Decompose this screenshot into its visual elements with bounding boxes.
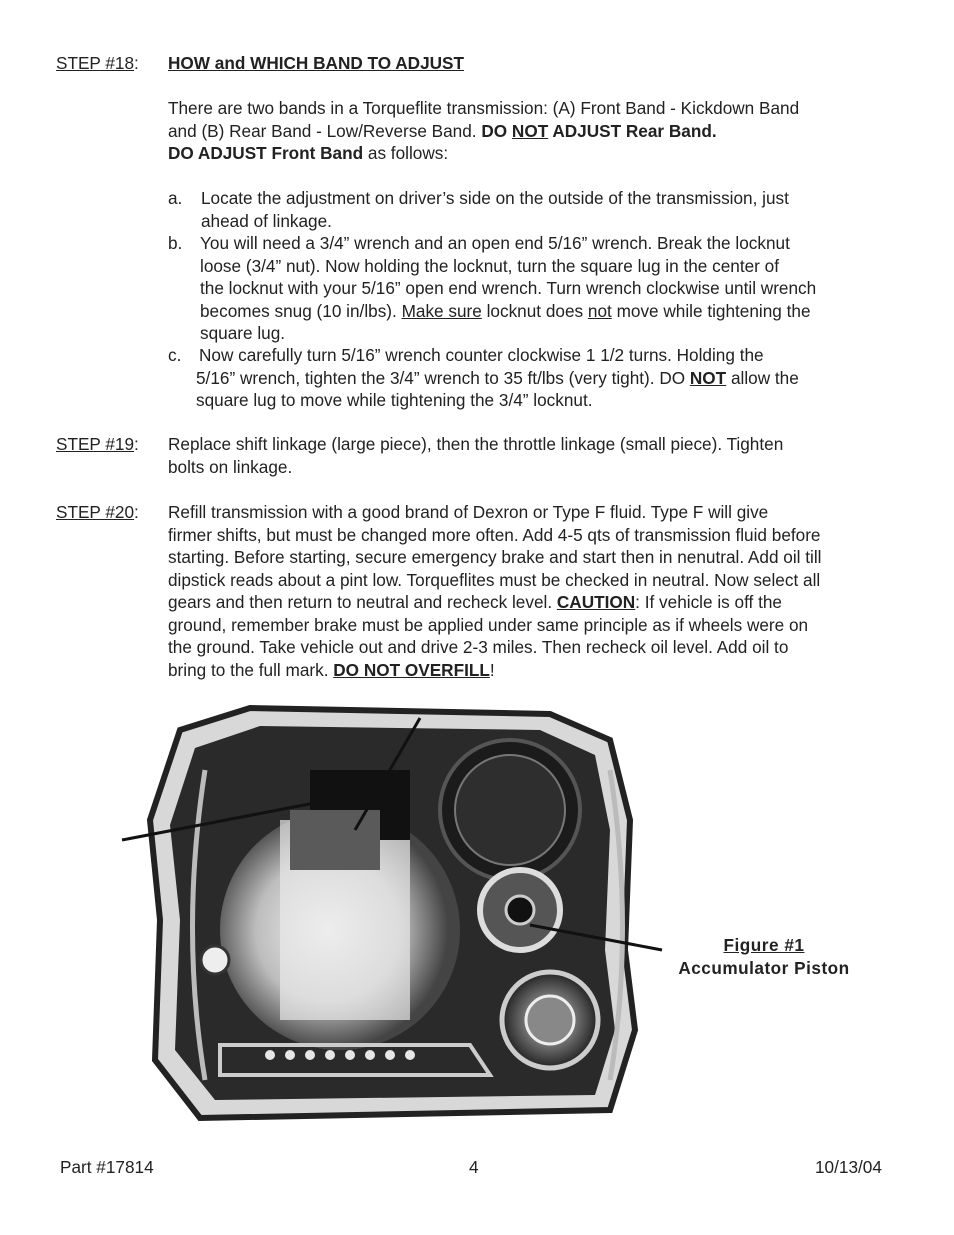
step-20-line-5a: gears and then return to neutral and recheck level.	[168, 592, 557, 612]
item-b-line-5: square lug.	[200, 323, 286, 343]
intro-line-2d: ADJUST Rear Band.	[548, 120, 717, 141]
step-20-colon: :	[134, 502, 139, 522]
step-20-line-2: firmer shifts, but must be changed more often. Add 4-5 qts of transmission fluid before	[168, 524, 821, 545]
item-b-line-4a: becomes snug (10 in/lbs).	[200, 300, 402, 321]
item-c-line-3: square lug to move while tightening the 3/4” locknut.	[196, 390, 593, 410]
figure-caption	[660, 934, 868, 979]
intro-line-2b: DO	[481, 120, 512, 141]
figure-caption-title: Figure #1	[723, 935, 805, 955]
item-a-line-2: ahead of linkage.	[201, 210, 332, 231]
footer-part-number: Part #17814	[60, 1157, 154, 1177]
intro-line-1: There are two bands in a Torqueflite transmission: (A) Front Band - Kickdown Band	[168, 98, 800, 118]
step-20-line-5	[168, 591, 908, 614]
item-b-line-4d: not	[587, 300, 612, 321]
footer-date: 10/13/04	[815, 1157, 882, 1177]
item-b-line-4c: locknut does	[481, 300, 588, 321]
step-20-label	[56, 501, 139, 524]
intro-line-3b: as follows:	[363, 143, 449, 163]
intro-line-2	[168, 120, 908, 143]
item-b-line-4	[200, 300, 940, 323]
item-c-line-2b: NOT	[689, 367, 727, 388]
step-19-colon: :	[134, 434, 139, 454]
intro-line-2c: NOT	[511, 120, 549, 141]
step-18-colon: :	[134, 53, 139, 73]
item-c-line-2a: 5/16” wrench, tighten the 3/4” wrench to 35 ft/lbs (very tight). DO	[196, 367, 690, 388]
item-c-text	[196, 344, 936, 412]
step-19-line-2: bolts on linkage.	[168, 456, 293, 477]
transmission-photo	[110, 700, 670, 1130]
figure-caption-subtitle: Accumulator Piston	[678, 957, 850, 978]
step-20-line-8a: bring to the full mark.	[168, 659, 334, 680]
step-20-line-6: ground, remember brake must be applied under same principle as if wheels were on	[168, 614, 809, 635]
step-19-label	[56, 433, 139, 456]
item-b-line-2: loose (3/4” nut). Now holding the locknut, turn the square lug in the center of	[200, 255, 779, 276]
item-c-line-2	[196, 367, 936, 390]
step-20-line-8b: DO NOT OVERFILL	[333, 659, 490, 680]
step-19-line-1: Replace shift linkage (large piece), then the throttle linkage (small piece). Tighten	[168, 434, 784, 454]
item-a-marker: a.	[168, 188, 183, 208]
intro-line-2a: and (B) Rear Band - Low/Reverse Band.	[168, 120, 482, 141]
item-b-line-3: the locknut with your 5/16” open end wrench. Turn wrench clockwise until wrench	[200, 278, 817, 298]
footer-page-number: 4	[469, 1157, 479, 1177]
item-a-line-1: Locate the adjustment on driver’s side on the outside of the transmission, just	[201, 188, 789, 208]
step-20-line-8	[168, 659, 908, 682]
item-b-line-4b: Make sure	[401, 300, 482, 321]
step-20-label-text: STEP #20	[56, 502, 135, 522]
step-20-line-7: the ground. Take vehicle out and drive 2-3 miles. Then recheck oil level. Add oil to	[168, 637, 789, 657]
step-20-line-5b: CAUTION	[556, 592, 636, 612]
item-c-marker: c.	[168, 345, 182, 365]
step-19-text	[168, 433, 908, 478]
step-18-intro	[168, 97, 908, 165]
step-18-label	[56, 52, 139, 75]
step-18-label-text: STEP #18	[56, 53, 135, 73]
step-20-line-8c: !	[489, 659, 495, 680]
item-c-line-2c: allow the	[726, 367, 799, 388]
item-b-marker: b.	[168, 233, 183, 253]
item-a-text	[201, 187, 941, 232]
step-20-line-5c: : If vehicle is off the	[635, 592, 782, 612]
item-b-line-4e: move while tightening the	[611, 300, 811, 321]
intro-line-3a: DO ADJUST Front Band	[168, 143, 364, 163]
step-20-text	[168, 501, 908, 681]
intro-line-3	[168, 142, 908, 165]
step-19-label-text: STEP #19	[56, 434, 135, 454]
step-20-line-3: starting. Before starting, secure emergency brake and start then in nenutral. Add oil till	[168, 547, 822, 567]
item-c-line-1: Now carefully turn 5/16” wrench counter clockwise 1 1/2 turns. Holding the	[199, 345, 764, 365]
item-b-text	[200, 232, 940, 345]
item-b-line-1: You will need a 3/4” wrench and an open end 5/16” wrench. Break the locknut	[200, 233, 790, 253]
step-20-line-1: Refill transmission with a good brand of Dexron or Type F fluid. Type F will give	[168, 502, 769, 522]
step-18-heading: HOW and WHICH BAND TO ADJUST	[168, 53, 464, 73]
step-20-line-4: dipstick reads about a pint low. Torqueflites must be checked in neutral. Now select all	[168, 569, 821, 590]
